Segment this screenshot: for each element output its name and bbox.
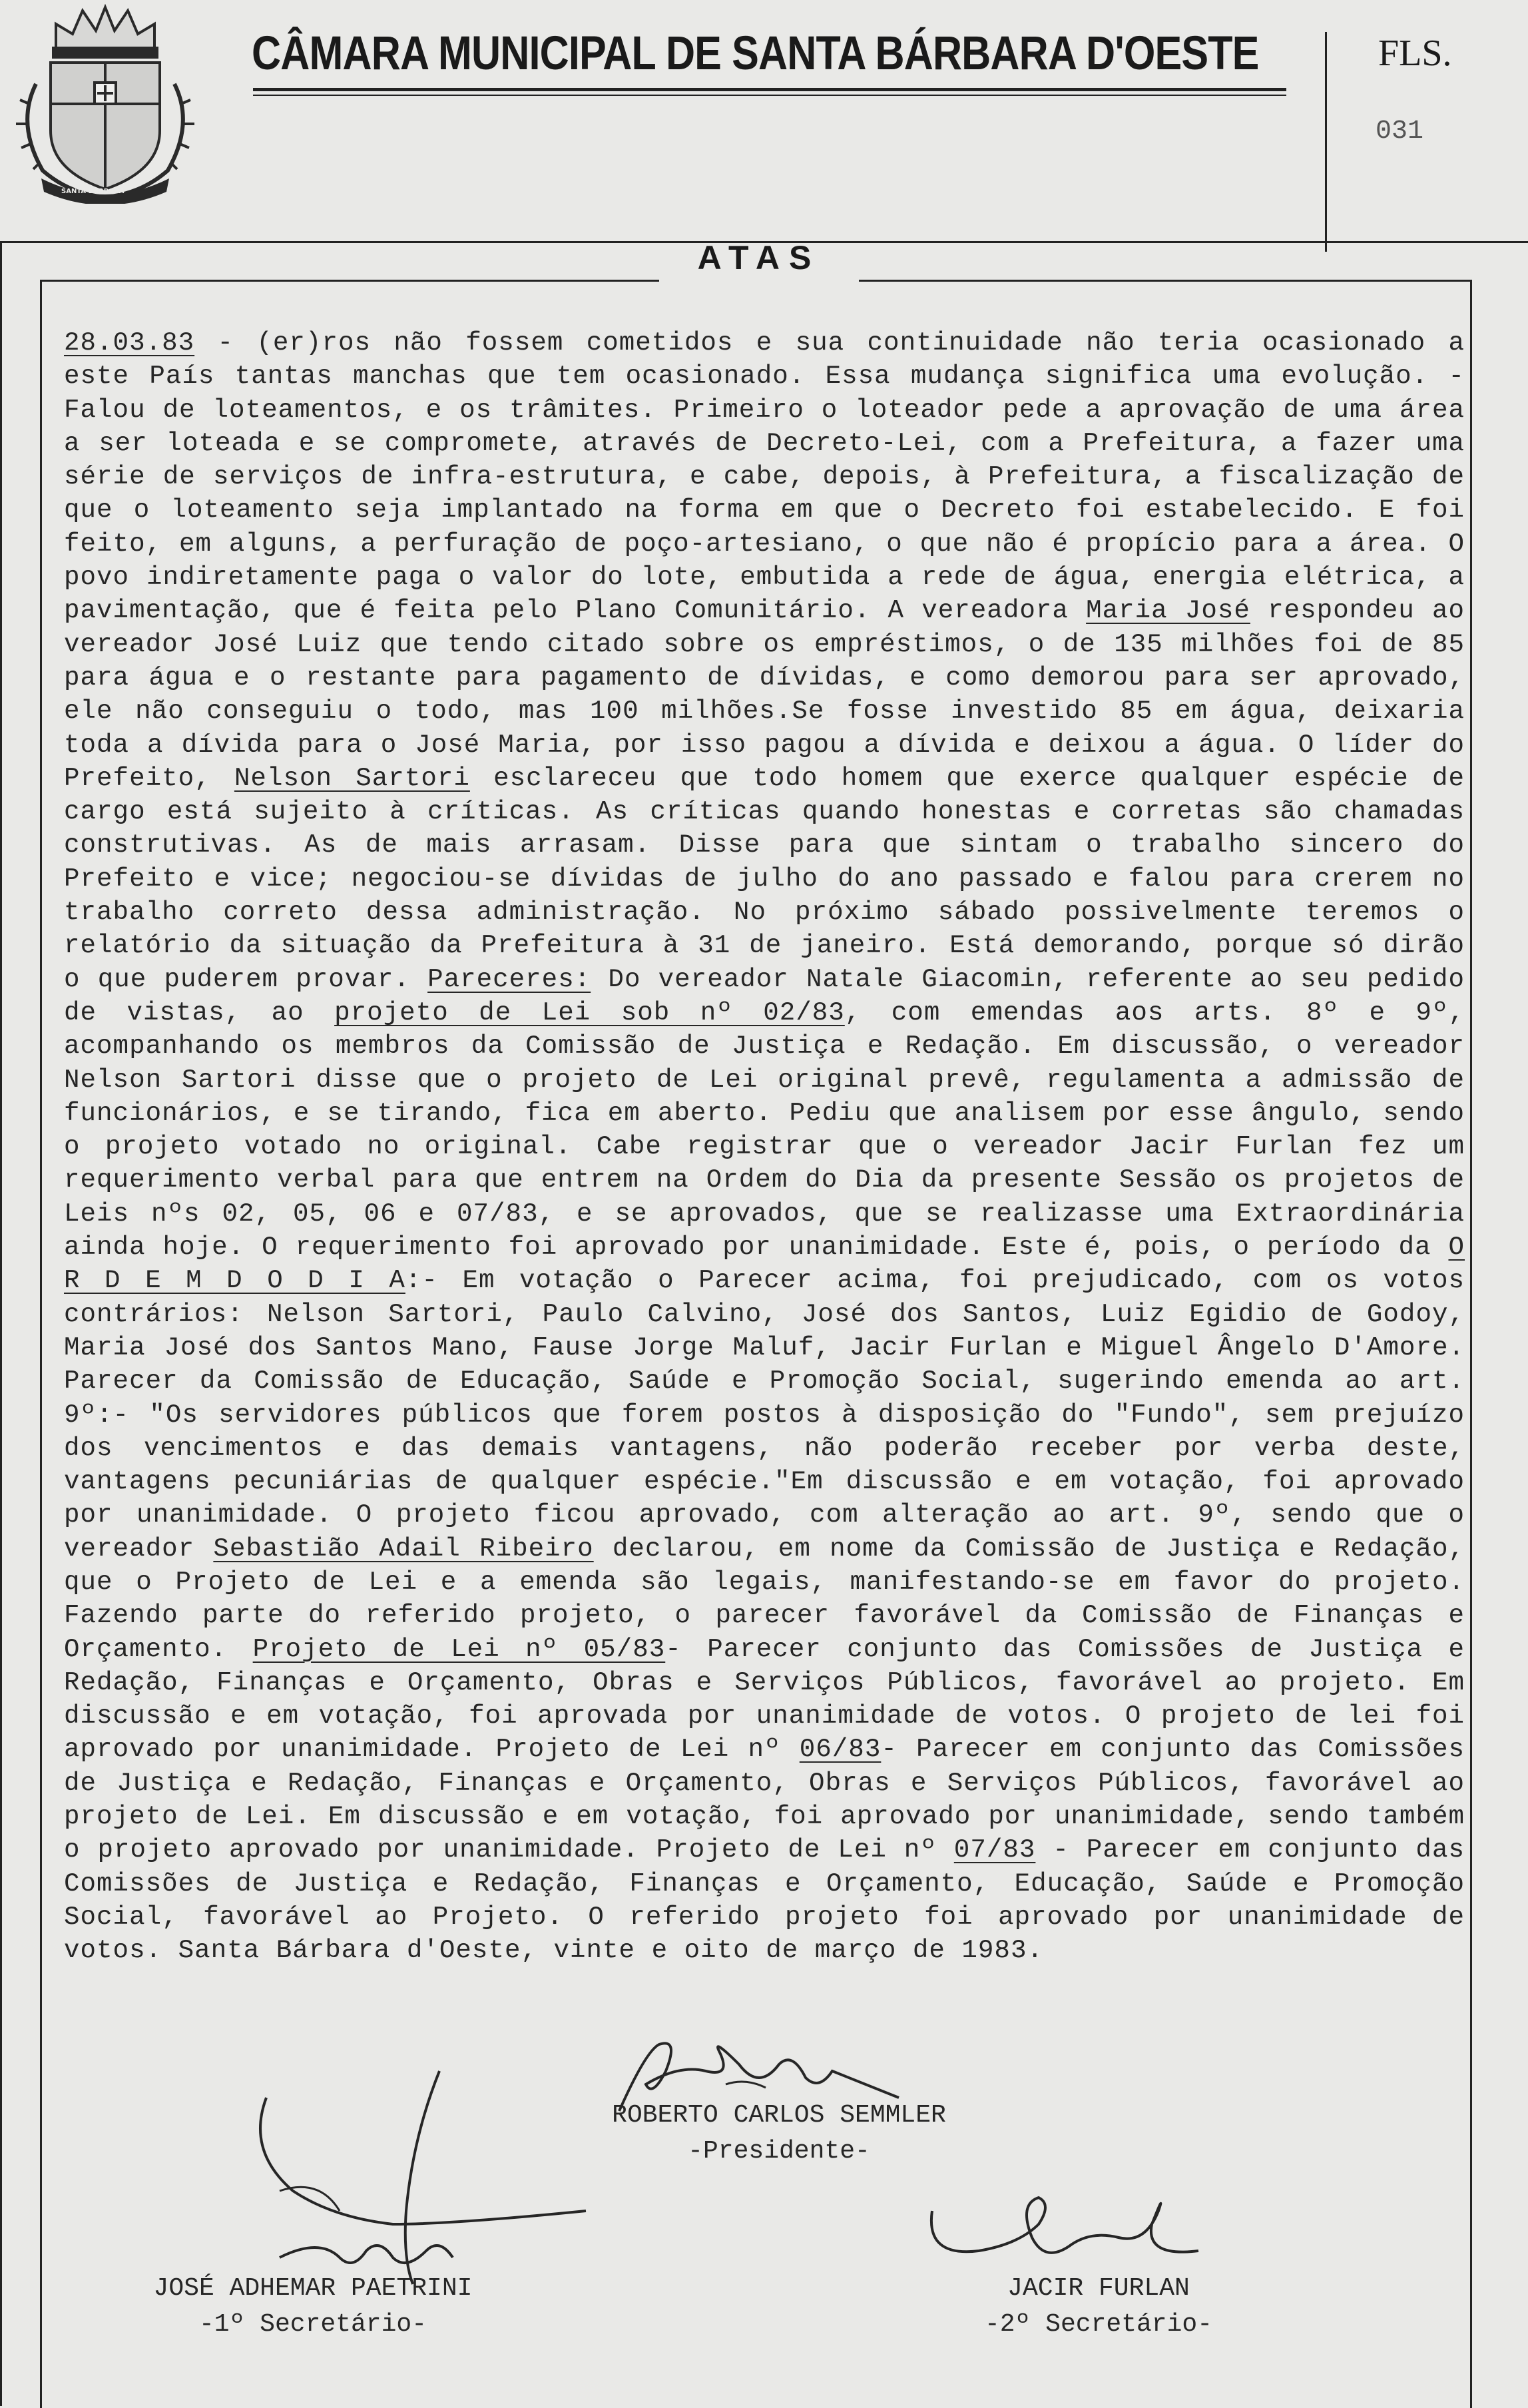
header-divider <box>1325 32 1327 252</box>
minutes-body <box>64 326 1465 1968</box>
minutes-text: esclareceu que todo homem que exerce qualquer espécie de cargo está sujeito à críticas. As críticas quando honestas e corretas são chamadas construtivas. As de mais arrasam. Disse para que sintam o trabalho sincero do Prefeito e vice; negociou-se dívidas de julho do ano passado e falou para crerem no trabalho correto dessa administração. No próximo sábado possivelmente teremos o relatório da situação da Prefeitura à 31 de janeiro. Está demorando, porque só dirão o que puderem provar. <box>64 762 1465 994</box>
underlined-reference: 28.03.83 <box>64 328 195 358</box>
second-secretary-signature-block <box>932 2271 1265 2343</box>
underlined-reference: Nelson Sartori <box>234 762 470 793</box>
title-rule-thin <box>253 95 1286 96</box>
section-heading: ATAS <box>697 239 821 276</box>
underlined-reference: Sebastião Adail Ribeiro <box>213 1533 594 1564</box>
outer-frame-left <box>0 241 2 2406</box>
minutes-text: declarou, em nome da Comissão de Justiça e Redação, que o Projeto de Lei e a emenda são legais, manifestando-se em favor do projeto. Fazendo parte do referido projeto, o parecer favorável da Comissão de Finanças e Orçamento. <box>64 1533 1465 1664</box>
first-secretary-signature <box>240 2058 613 2297</box>
first-secretary-name: JOSÉ ADHEMAR PAETRINI <box>153 2274 473 2303</box>
title-rule <box>253 88 1286 91</box>
president-name: ROBERTO CARLOS SEMMLER <box>612 2101 946 2130</box>
minutes-text: respondeu ao vereador José Luiz que tendo citado sobre os empréstimos, o de 135 milhões foi de 85 para água e o restante para pagamento de dívidas, e como demorou para ser aprovado, ele não conseguiu o todo, mas 100 milhões.Se fosse investido 85 em água, deixaria toda a dívida para o José Maria, por isso pagou a dívida e deixou a água. O líder do Prefeito, <box>64 595 1465 793</box>
minutes-text: - Parecer em conjunto das Comissões de Justiça e Redação, Finanças e Orçamento, Educação, Saúde e Promoção Social, favorável ao Projeto. O referido projeto foi aprovado por unanimidade de votos. Santa Bárbara d'Oeste, vinte e oito de março de 1983. <box>64 1835 1465 1966</box>
second-secretary-role: -2º Secretário- <box>984 2310 1213 2339</box>
svg-text:SANTA BARBARA: SANTA BARBARA <box>61 188 125 195</box>
minutes-text: - Parecer conjunto das Comissões de Justiça e Redação, Finanças e Orçamento, Obras e Serviços Públicos, favorável ao projeto. Em discussão e em votação, foi aprovada por unanimidade de votos. O projeto de lei foi aprovado por unanimidade. Projeto de Lei nº <box>64 1634 1465 1765</box>
second-secretary-name: JACIR FURLAN <box>1007 2274 1190 2303</box>
minutes-text: - (er)ros não fossem cometidos e sua continuidade não teria ocasionado a este País tantas manchas que tem ocasionado. Essa mudança significa uma evolução. - Falou de loteamentos, e os trâmites. Primeiro o loteador pede a aprovação de uma área a ser loteada e se compromete, através de Decreto-Lei, com a Prefeitura, a fazer uma série de serviços de infra-estrutura, e cabe, depois, à Prefeitura, a fiscalização de que o loteamento seja implantado na forma em que o Decreto foi estabelecido. E foi feito, em alguns, a perfuração de poço-artesiano, o que não é propício para a área. O povo indiretamente paga o valor do lote, embutida a rede de água, energia elétrica, a pavimentação, que é feita pelo Plano Comunitário. A vereadora <box>64 328 1465 626</box>
first-secretary-role: -1º Secretário- <box>198 2310 427 2339</box>
underlined-reference: Pareceres: <box>427 964 591 994</box>
second-secretary-signature <box>919 2184 1225 2277</box>
underlined-reference: 07/83 <box>953 1835 1036 1865</box>
minutes-text: - Parecer em conjunto das Comissões de Justiça e Redação, Finanças e Orçamento, Obras e Serviços Públicos, favorável ao projeto de Lei. Em discussão e em votação, foi aprovado por unanimidade, sendo também o projeto aprovado por unanimidade. Projeto de Lei nº <box>64 1734 1465 1865</box>
president-role: -Presidente- <box>688 2137 870 2166</box>
underlined-reference: 06/83 <box>799 1734 882 1765</box>
underlined-reference: Projeto de Lei nº 05/83 <box>252 1634 666 1664</box>
minutes-text: Do vereador Natale Giacomin, referente ao seu pedido de vistas, ao <box>64 964 1465 1028</box>
underlined-reference: Maria José <box>1086 595 1250 626</box>
folio-number: 031 <box>1376 117 1424 147</box>
underlined-reference: O R D E M D O D I A <box>64 1232 1465 1296</box>
underlined-reference: projeto de Lei sob nº 02/83 <box>334 997 845 1028</box>
folio-label: FLS. <box>1378 33 1452 74</box>
page-title: CÂMARA MUNICIPAL DE SANTA BÁRBARA D'OESTE <box>252 27 1259 80</box>
minutes-text: :- Em votação o Parecer acima, foi prejudicado, com os votos contrários: Nelson Sartori, Paulo Calvino, José dos Santos, Luiz Egidio de Godoy, Maria José dos Santos Mano, Fause Jorge Maluf, Jacir Furlan e Miguel Ângelo D'Amore. Parecer da Comissão de Educação, Saúde e Promoção Social, sugerindo emenda ao art. 9º:- "Os servidores públicos que forem postos à disposição do "Fundo", sem prejuízo dos vencimentos e das demais vantagens, não poderão receber por verba deste, vantagens pecuniárias de qualquer espécie."Em discussão e em votação, foi aprovado por unanimidade. O projeto ficou aprovado, com alteração ao art. 9º, sendo que o vereador <box>64 1265 1465 1564</box>
first-secretary-signature-block <box>120 2271 506 2343</box>
municipal-coat-of-arms-icon <box>9 4 201 204</box>
president-signature-block <box>553 2098 1005 2170</box>
minutes-text: , com emendas aos arts. 8º e 9º, acompanhando os membros da Comissão de Justiça e Redação. Em discussão, o vereador Nelson Sartori disse que o projeto de Lei original prevê, regulamenta a admissão de funcionários, e se tirando, fica em aberto. Pediu que analisem por esse ângulo, sendo o projeto votado no original. Cabe registrar que o vereador Jacir Furlan fez um requerimento verbal para que entrem na Ordem do Dia da presente Sessão os projetos de Leis nºs 02, 05, 06 e 07/83, e se aprovados, que se realizasse uma Extraordinária ainda hoje. O requerimento foi aprovado por unanimidade. Este é, pois, o período da <box>64 997 1465 1263</box>
